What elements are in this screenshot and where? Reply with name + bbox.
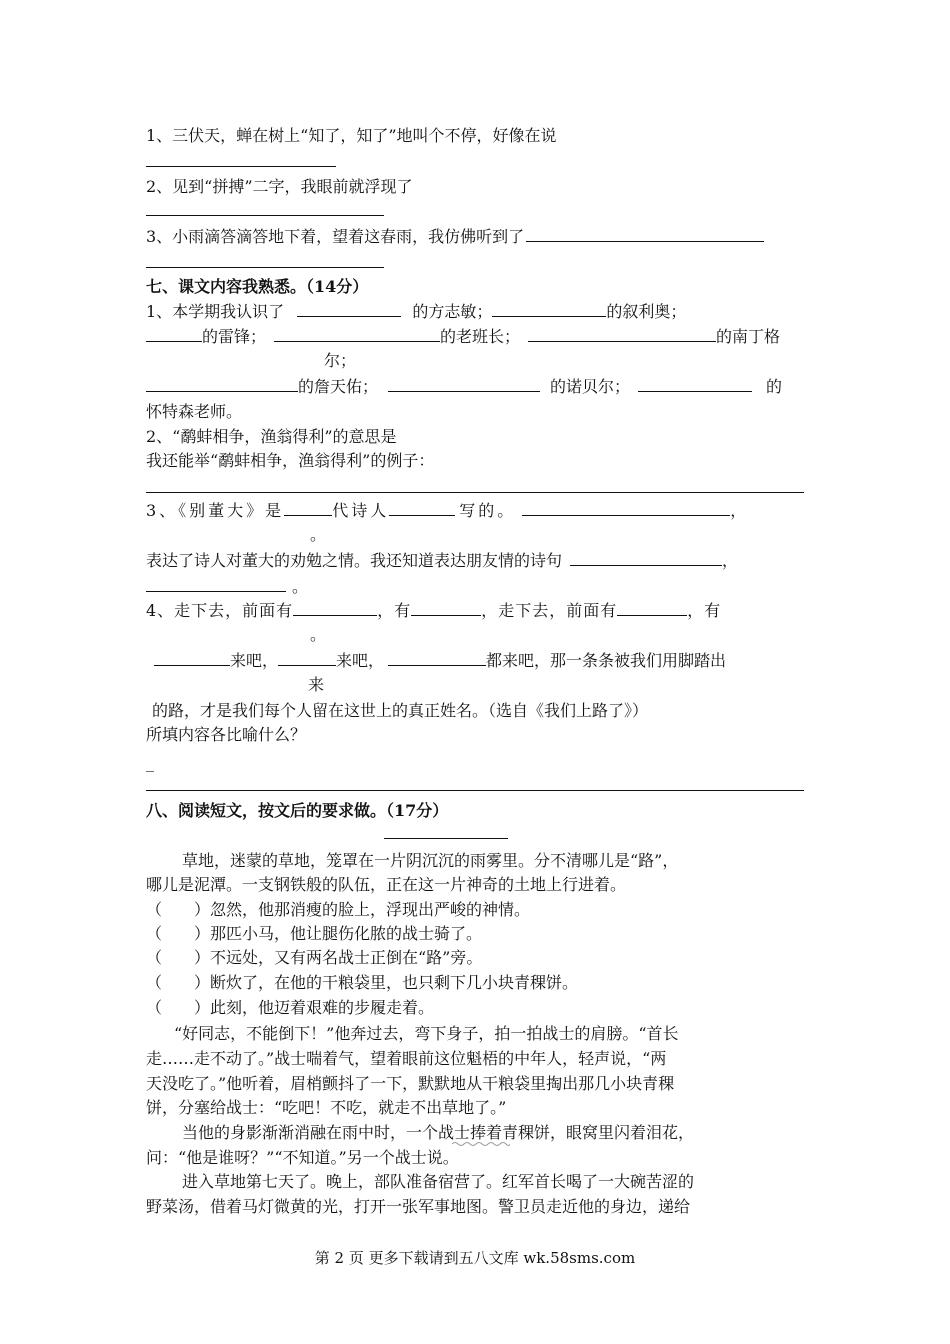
- s7-q4-line3: 的路，才是我们每个人留在这世上的真正姓名。（选自《我们上路了》）: [152, 701, 649, 720]
- s6-q1: 1、三伏天，蝉在树上“知了，知了”地叫个不停，好像在说: [146, 126, 557, 145]
- s8-order-2[interactable]: （ ）那匹小马，他让腿伤化脓的战士骑了。: [146, 924, 483, 943]
- s7-q3-dot: 。: [310, 525, 327, 544]
- s6-q2-answer-line[interactable]: [146, 215, 384, 216]
- s8-p4a: 进入草地第七天了。晚上，部队准备宿营了。红军首长喝了一大碗苦涩的: [182, 1172, 695, 1191]
- s8-p1b: 哪儿是泥潭。一支钢铁般的队伍，正在这一片神奇的土地上行进着。: [146, 875, 627, 894]
- s7-q3-blank1[interactable]: [284, 501, 332, 516]
- s7-q3-blank4[interactable]: [570, 551, 722, 566]
- s7-q1-blank7[interactable]: [388, 377, 540, 392]
- s8-p2c: 天没吃了。”他听着，眉梢颤抖了一下，默默地从干粮袋里掏出那几小块青稞: [146, 1074, 675, 1093]
- s7-q2-answer-line[interactable]: [146, 492, 804, 493]
- wavy-underline-mark: [452, 1141, 510, 1147]
- s7-q1-line1: 1、本学期我认识了 的方志敏； 的叙利奥；: [146, 302, 687, 321]
- s7-q4-answer-line[interactable]: [146, 790, 804, 791]
- s6-q2: 2、见到“拼搏”二字，我眼前就浮现了: [146, 177, 413, 196]
- s7-q3-blank3[interactable]: [522, 501, 730, 516]
- s8-order-1[interactable]: （ ）忽然，他那消瘦的脸上，浮现出严峻的神情。: [146, 900, 531, 919]
- s7-q3-line3: 。: [146, 576, 308, 598]
- s7-q4-lai: 来: [308, 675, 325, 694]
- s6-q3: 3、小雨滴答滴答地下着，望着这春雨，我仿佛听到了: [146, 226, 764, 248]
- s7-q1-blank3[interactable]: [146, 327, 202, 342]
- s7-q4-blank2[interactable]: [411, 601, 481, 616]
- s8-order-3[interactable]: （ ）不远处，又有两名战士正倒在“路”旁。: [146, 948, 483, 967]
- s7-q1-blank8[interactable]: [638, 377, 752, 392]
- s8-title-blank[interactable]: [384, 838, 508, 839]
- s8-p4b: 野菜汤，借着马灯微黄的光，打开一张军事地图。警卫员走近他的身边，递给: [146, 1197, 691, 1216]
- s7-q1-line5: 怀特森老师。: [146, 402, 243, 421]
- s8-p1a: 草地，迷蒙的草地，笼罩在一片阴沉沉的雨雾里。分不清哪儿是“路”，: [182, 851, 679, 870]
- s8-p2a: “好同志，不能倒下！”他奔过去，弯下身子，拍一拍战士的肩膀。“首长: [174, 1024, 679, 1043]
- s7-q4-blank3[interactable]: [617, 601, 687, 616]
- s7-q4-blank5[interactable]: [278, 651, 336, 666]
- s7-q2-line1: 2、“鹬蚌相争，渔翁得利”的意思是: [146, 427, 397, 446]
- s7-q4-blank6[interactable]: [388, 651, 486, 666]
- s7-q1-blank1[interactable]: [297, 302, 401, 317]
- s7-q3-line1: 3、《别董大》是 代诗人 写的。 ，: [146, 501, 750, 520]
- s7-q1-line4: 的詹天佑； 的诺贝尔； 的: [146, 376, 782, 398]
- s7-q4-underscore: _: [146, 753, 154, 772]
- s6-q3-blank[interactable]: [526, 227, 764, 242]
- s7-q3-blank2[interactable]: [389, 501, 455, 516]
- s7-q1-blank5[interactable]: [528, 327, 716, 342]
- s7-q4-line2: 来吧， 来吧， 都来吧，那一条条被我们用脚踏出: [154, 650, 726, 672]
- s7-q4-line1: 4、走下去，前面有 ，有 ，走下去，前面有 ，有: [146, 601, 722, 620]
- s7-q1-blank4[interactable]: [274, 327, 440, 342]
- page-footer: 第 2 页 更多下载请到五八文库 wk.58sms.com: [314, 1249, 636, 1267]
- s7-q1-line2: 的雷锋； 的老班长； 的南丁格: [146, 326, 780, 348]
- s8-order-5[interactable]: （ ）此刻，他迈着艰难的步履走着。: [146, 998, 435, 1017]
- s7-q1-blank2[interactable]: [492, 302, 606, 317]
- s8-order-4[interactable]: （ ）断炊了，在他的干粮袋里，也只剩下几小块青稞饼。: [146, 973, 579, 992]
- s7-q3-blank5[interactable]: [146, 577, 286, 592]
- s6-q1-answer-line[interactable]: [146, 166, 336, 167]
- s8-p3b: 问：“他是谁呀？”“不知道。”另一个战士说。: [146, 1148, 459, 1167]
- section7-title: 七、课文内容我熟悉。（14分）: [146, 277, 369, 296]
- s8-p2d: 饼，分塞给战士：“吃吧！不吃，就走不出草地了。”: [146, 1098, 507, 1117]
- s7-q3-line2: 表达了诗人对董大的劝勉之情。我还知道表达朋友情的诗句 ，: [146, 551, 739, 570]
- s7-q4-dot: 。: [310, 625, 327, 644]
- section8-title: 八、阅读短文，按文后的要求做。（17分）: [146, 801, 449, 820]
- s7-q1-line3: 尔；: [324, 351, 357, 370]
- s7-q4-blank4[interactable]: [154, 651, 230, 666]
- s7-q4-blank1[interactable]: [293, 601, 377, 616]
- s8-p2b: 走……走不动了。”战士喘着气，望着眼前这位魁梧的中年人，轻声说，“两: [146, 1049, 667, 1068]
- s7-q4-line4: 所填内容各比喻什么？: [146, 725, 307, 744]
- s7-q1-blank6[interactable]: [146, 377, 298, 392]
- s8-p3a: 当他的身影渐渐消融在雨中时，一个战士捧着青稞饼，眼窝里闪着泪花，: [182, 1123, 695, 1142]
- s7-q2-line2: 我还能举“鹬蚌相争，渔翁得利”的例子：: [146, 451, 435, 470]
- s6-q3-answer-line[interactable]: [146, 267, 384, 268]
